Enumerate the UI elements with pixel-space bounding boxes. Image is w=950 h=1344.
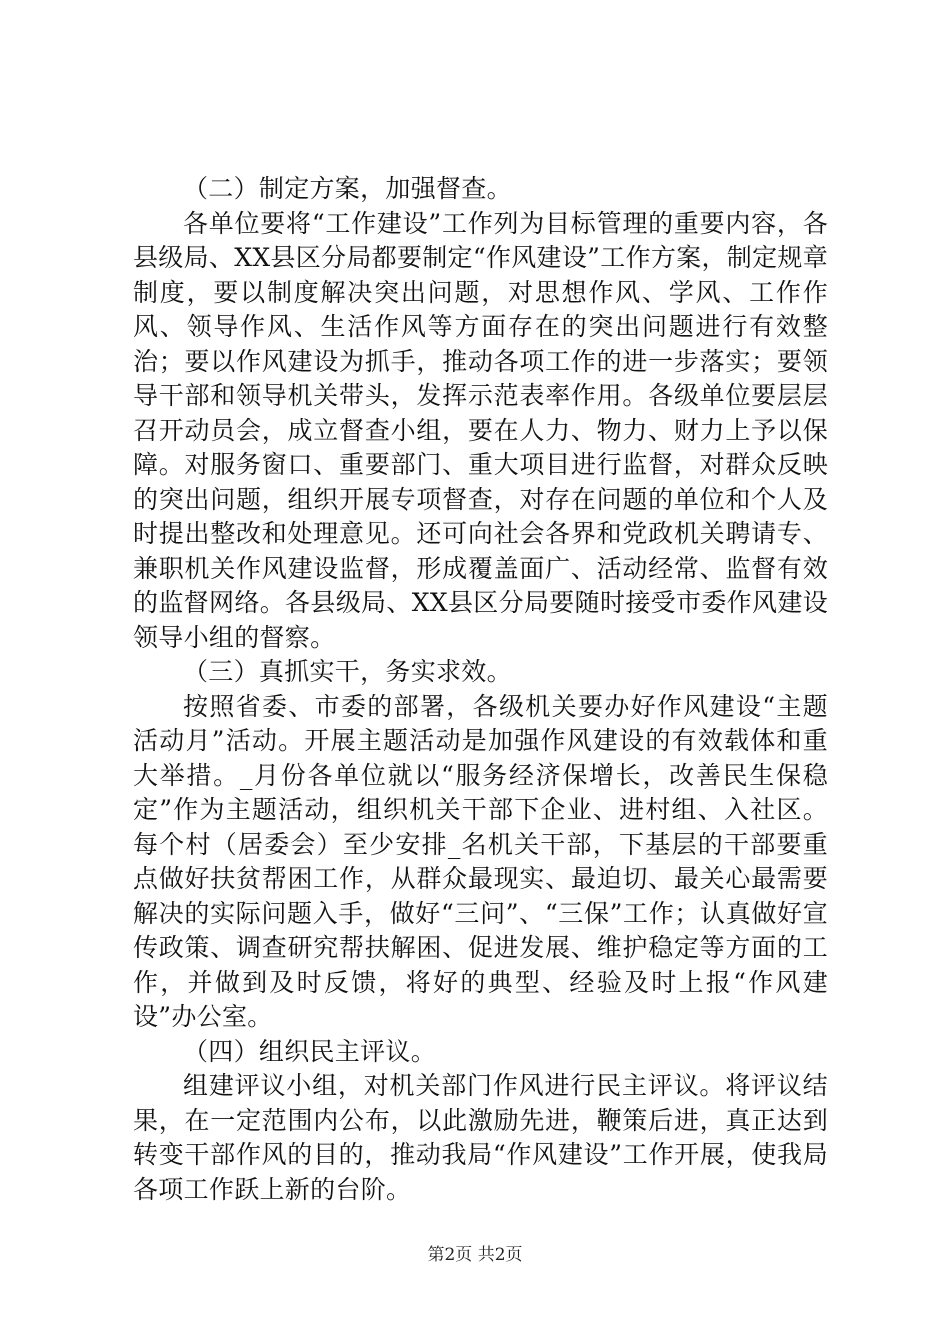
paragraph-2: 各单位要将“工作建设”工作列为目标管理的重要内容，各县级局、XX县区分局都要制定“作风建设”工作方案，制定规章制度，要以制度解决突出问题，对思想作风、学风、工作作风、领导作风、生活作风等方面存在的突出问题进行有效整治；要以作风建设为抓手，推动各项工作的进一步落实；要领导干部和领导机关带头，发挥示范表率作用。各级单位要层层召开动员会，成立督查小组，要在人力、物力、财力上予以保障。对服务窗口、重要部门、重大项目进行监督，对群众反映的突出问题，组织开展专项督查，对存在问题的单位和个人及时提出整改和处理意见。还可向社会各界和党政机关聘请专、兼职机关作风建设监督，形成覆盖面广、活动经常、监督有效的监督网络。各县级局、XX县区分局要随时接受市委作风建设领导小组的督察。 — [133, 208, 828, 652]
section-heading-4: （四）组织民主评议。 — [183, 1036, 437, 1066]
section-heading-3: （三）真抓实干，务实求效。 — [183, 657, 512, 686]
page-footer: 第2页 共2页 — [427, 1245, 523, 1265]
paragraph-4: 组建评议小组，对机关部门作风进行民主评议。将评议结果，在一定范围内公布，以此激励先进，鞭策后进，真正达到转变干部作风的目的，推动我局“作风建设”工作开展，使我局各项工作跃上新的台阶。 — [133, 1071, 828, 1204]
paragraph-3: 按照省委、市委的部署，各级机关要办好作风建设“主题活动月”活动。开展主题活动是加强作风建设的有效载体和重大举措。_月份各单位就以“服务经济保增长，改善民生保稳定”作为主题活动，组织机关干部下企业、进村组、入社区。每个村（居委会）至少安排_名机关干部，下基层的干部要重点做好扶贫帮困工作，从群众最现实、最迫切、最关心最需要解决的实际问题入手，做好“三问”、“三保”工作；认真做好宣传政策、调查研究帮扶解困、促进发展、维护稳定等方面的工作，并做到及时反馈，将好的典型、经验及时上报“作风建设”办公室。 — [133, 691, 828, 1031]
section-heading-2: （二）制定方案，加强督查。 — [183, 174, 512, 203]
document-body — [133, 172, 828, 1207]
